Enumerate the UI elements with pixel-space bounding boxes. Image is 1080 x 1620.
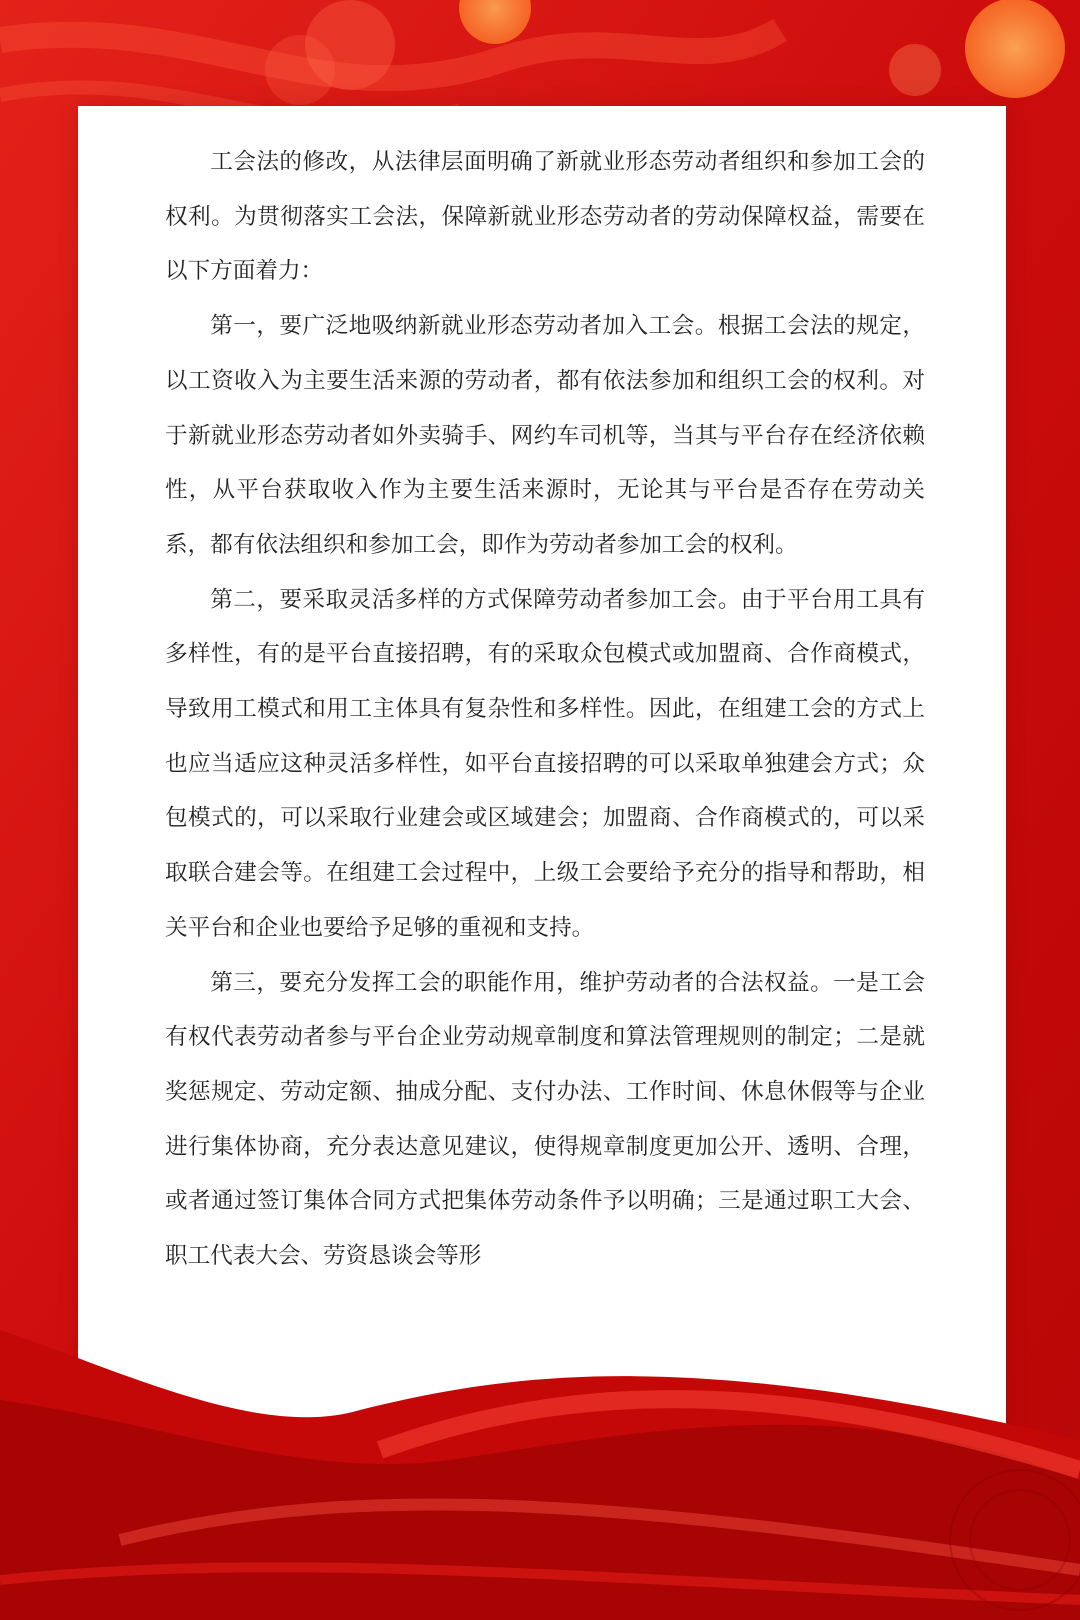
decorative-ribbon-wave <box>0 1330 1080 1620</box>
paragraph-third: 第三，要充分发挥工会的职能作用，维护劳动者的合法权益。一是工会有权代表劳动者参与平台企业劳动规章制度和算法管理规则的制定；二是就奖惩规定、劳动定额、抽成分配、支付办法、工作时间、休息休假等与企业进行集体协商，充分表达意见建议，使得规章制度更加公开、透明、合理，或者通过签订集体合同方式把集体劳动条件予以明确；三是通过职工大会、职工代表大会、劳资恳谈会等形 <box>165 969 925 1270</box>
paragraph-first: 第一，要广泛地吸纳新就业形态劳动者加入工会。根据工会法的规定，以工资收入为主要生活来源的劳动者，都有依法参加和组织工会的权利。对于新就业形态劳动者如外卖骑手、网约车司机等，当其与平台存在经济依赖性，从平台获取收入作为主要生活来源时，无论其与平台是否存在劳动关系，都有依法组织和参加工会，即作为劳动者参加工会的权利。 <box>165 313 925 558</box>
bokeh-light <box>965 0 1065 98</box>
paragraph-intro: 工会法的修改，从法律层面明确了新就业形态劳动者组织和参加工会的权利。为贯彻落实工会法，保障新就业形态劳动者的劳动保障权益，需要在以下方面着力： <box>165 149 925 285</box>
paragraph-second: 第二，要采取灵活多样的方式保障劳动者参加工会。由于平台用工具有多样性，有的是平台直接招聘，有的采取众包模式或加盟商、合作商模式，导致用工模式和用工主体具有复杂性和多样性。因此，在组建工会的方式上也应当适应这种灵活多样性，如平台直接招聘的可以采取单独建会方式；众包模式的，可以采取行业建会或区域建会；加盟商、合作商模式的，可以采取联合建会等。在组建工会过程中，上级工会要给予充分的指导和帮助，相关平台和企业也要给予足够的重视和支持。 <box>165 586 925 941</box>
bokeh-light <box>265 35 335 105</box>
article-body <box>165 135 925 1284</box>
bokeh-light <box>889 44 941 96</box>
